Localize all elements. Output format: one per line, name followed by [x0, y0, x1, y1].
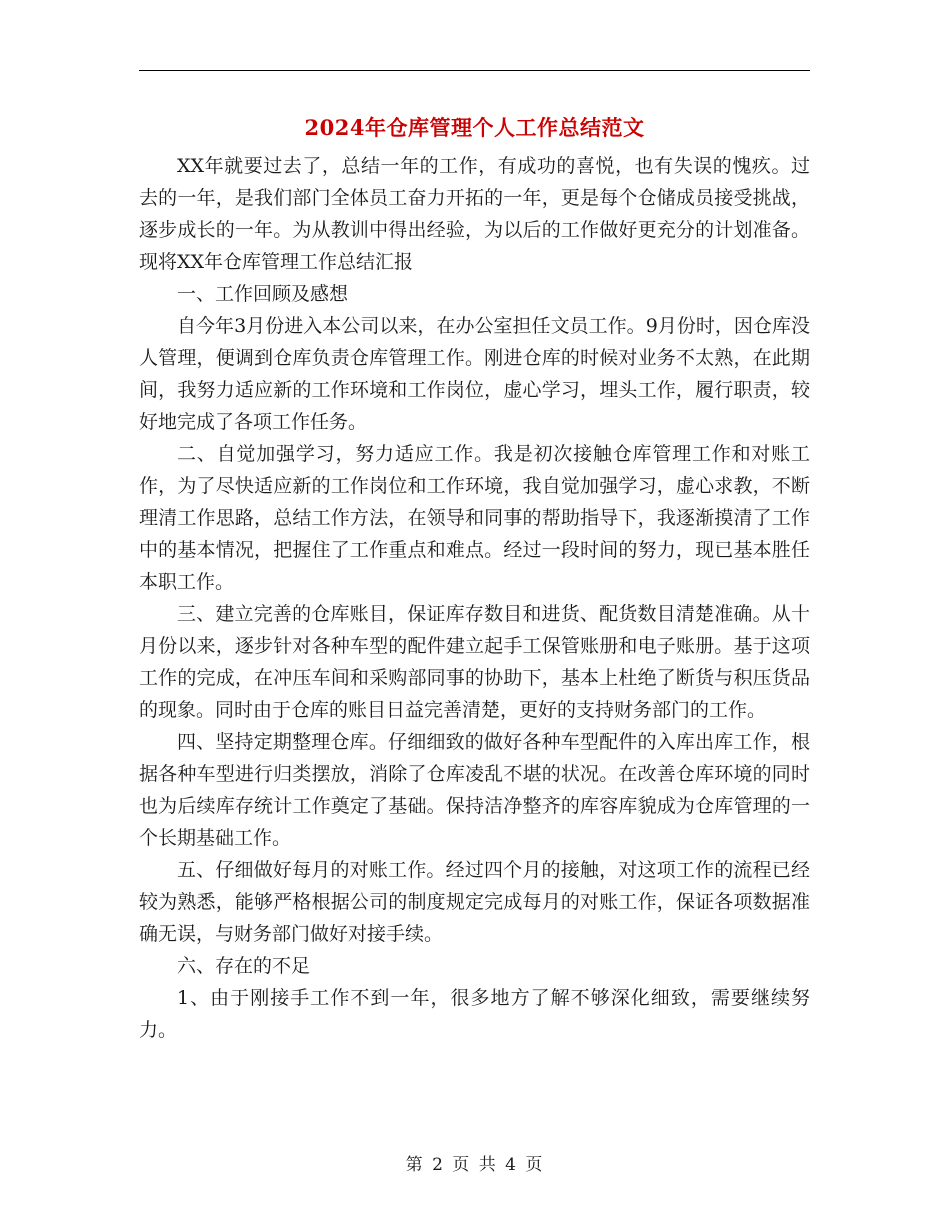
paragraph-shortcoming-1: 1、由于刚接手工作不到一年，很多地方了解不够深化细致，需要继续努力。	[139, 987, 810, 1041]
paragraph-review: 自今年3月份进入本公司以来，在办公室担任文员工作。9月份时，因仓库没人管理，便调到仓库负责仓库管理工作。刚进仓库的时候对业务不太熟，在此期间，我努力适应新的工作环境和工作岗位，虚心学习，埋头工作，履行职责，较好地完成了各项工作任务。	[139, 315, 810, 433]
paragraph-reconcile: 五、仔细做好每月的对账工作。经过四个月的接触，对这项工作的流程已经较为熟悉，能够严格根据公司的制度规定完成每月的对账工作，保证各项数据准确无误，与财务部门做好对接手续。	[139, 859, 810, 945]
document-body	[139, 150, 810, 1046]
header-rule	[139, 70, 810, 71]
document-title: 2024年仓库管理个人工作总结范文	[304, 115, 645, 140]
paragraph-accounts: 三、建立完善的仓库账目，保证库存数目和进货、配货数目清楚准确。从十月份以来，逐步针对各种车型的配件建立起手工保管账册和电子账册。基于这项工作的完成，在冲压车间和采购部同事的协助下，基本上杜绝了断货与积压货品的现象。同时由于仓库的账目日益完善清楚，更好的支持财务部门的工作。	[139, 603, 810, 721]
paragraph-learning: 二、自觉加强学习，努力适应工作。我是初次接触仓库管理工作和对账工作，为了尽快适应新的工作岗位和工作环境，我自觉加强学习，虚心求教，不断理清工作思路，总结工作方法，在领导和同事的帮助指导下，我逐渐摸清了工作中的基本情况，把握住了工作重点和难点。经过一段时间的努力，现已基本胜任本职工作。	[139, 443, 810, 593]
section-heading-shortcomings: 六、存在的不足	[177, 955, 311, 977]
paragraph-organize: 四、坚持定期整理仓库。仔细细致的做好各种车型配件的入库出库工作，根据各种车型进行归类摆放，消除了仓库凌乱不堪的状况。在改善仓库环境的同时也为后续库存统计工作奠定了基础。保持洁净整齐的库容库貌成为仓库管理的一个长期基础工作。	[139, 731, 810, 849]
paragraph-intro: XX年就要过去了，总结一年的工作，有成功的喜悦，也有失误的愧疚。过去的一年，是我们部门全体员工奋力开拓的一年，更是每个仓储成员接受挑战，逐步成长的一年。为从教训中得出经验，为以后的工作做好更充分的计划准备。现将XX年仓库管理工作总结汇报	[139, 155, 810, 273]
page-number: 第 2 页 共 4 页	[405, 1155, 545, 1175]
section-heading-review: 一、工作回顾及感想	[177, 283, 349, 305]
